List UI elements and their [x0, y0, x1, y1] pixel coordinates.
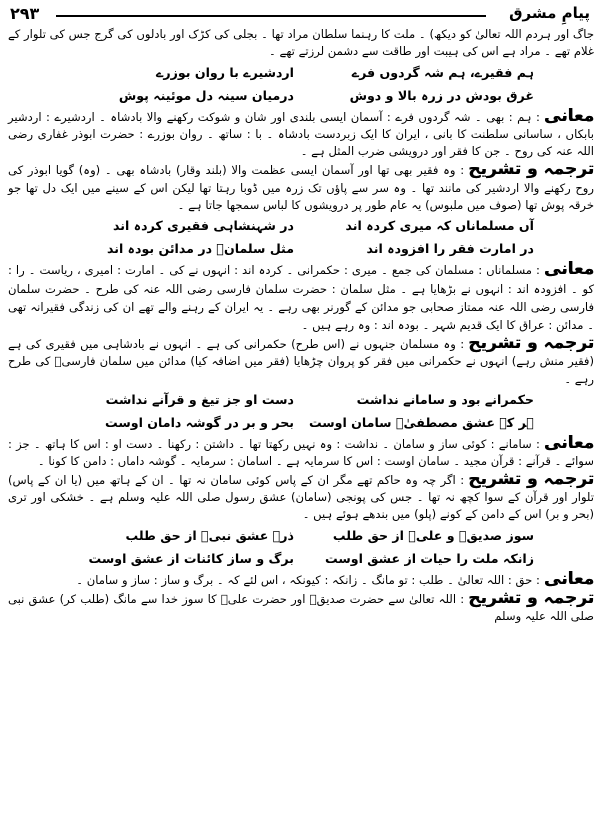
page-number: ۲۹۳	[10, 4, 40, 23]
tarjuma-text: : اگر چہ وہ حاکم تھے مگر ان کے پاس کوئی سامان نہ تھا ۔ ان کے ہاتھ میں (یا ان کے پاس) تلوار اور قرآن کے سوا کچھ نہ تھا ۔ جس کی پونجی (سامان) عشق رسول صلی اللہ علیہ وسلم ہے ۔ خشکی اور تری (بحر و بر) اس کے دامن کے کونے (پلو) میں بندھے ہوئے ہیں ۔	[8, 472, 594, 522]
verse-line	[8, 215, 594, 238]
tarjuma-paragraph	[8, 161, 594, 214]
maani-heading: معانی	[543, 259, 594, 280]
tarjuma-text: : وہ فقیر بھی تھا اور آسمان ایسی عظمت والا (بلند وقار) بادشاہ بھی ۔ (وہ) گویا ابوذر کی روح رکھنے والا اردشیر کی مانند تھا ۔ وہ سر سے پاؤں تک زرہ میں ڈوبا رہتا تھا لیکن اس کے سینے میں ایک دل تھا جو خرقہ پوش تھا (صوف میں ملبوس) یہ عام طور پر درویشوں کا لباس سمجھا جاتا ہے ۔	[8, 163, 594, 213]
header-rule	[56, 15, 486, 17]
maani-text: : ہم : بھی ۔ شہ گردوں فرے : آسمان ایسی بلندی اور شان و شوکت رکھنے والا بادشاہ ۔ اردشیرے : اردشیر بابکاں ، ساسانی سلطنت کا بانی ، ایران کا ایک زبردست بادشاہ ۔ با : ساتھ ۔ روان بوزرے : حضرت ابوذر غفاری رضی اللہ عنہ کی روح ۔ جن کا فقر اور درویشی ضرب المثل ہے ۔	[8, 109, 594, 159]
maani-text: : سامانے : کوئی ساز و سامان ۔ نداشت : وہ نہیں رکھتا تھا ۔ داشتن : رکھنا ۔ دست او : اس کا ہاتھ ۔ جز : سوائے ۔ قرآنے : قرآن مجید ۔ سامان اوست : اس کا سرمایہ ہے ۔ اسامان : سرمایہ ۔ گوشہ داماں : دامن کا کونا ۔	[8, 437, 594, 468]
verse-line	[8, 548, 594, 571]
maani-heading: معانی	[543, 568, 594, 589]
tarjuma-heading: ترجمہ و تشریح	[468, 159, 594, 180]
maani-paragraph	[8, 568, 594, 589]
verse-line	[8, 238, 594, 261]
verse-hemistich: ہر کہ عشق مصطفیٰؐ سامان اوست	[308, 415, 534, 431]
page-header	[8, 4, 594, 26]
tarjuma-paragraph	[8, 587, 594, 626]
verse-hemistich: اردشیرے با روان بوزرے	[155, 64, 294, 80]
tarjuma-heading: ترجمہ و تشریح	[468, 587, 594, 608]
verse-line	[8, 85, 594, 108]
tarjuma-paragraph	[8, 468, 594, 524]
verse-line	[8, 389, 594, 412]
verse-hemistich: ہم فقیرے، ہم شہ گردوں فرے	[351, 64, 534, 80]
verse-hemistich: ذرہ عشق نبیؐ از حق طلب	[125, 527, 294, 543]
tarjuma-heading: ترجمہ و تشریح	[468, 468, 594, 489]
verse-hemistich: حکمرانے بود و سامانے نداشت	[356, 392, 534, 408]
verse-line	[8, 412, 594, 435]
verse-hemistich: دست او جز تیغ و قرآنے نداشت	[105, 392, 294, 408]
tarjuma-paragraph	[8, 335, 594, 388]
verse-hemistich: مثل سلمانؓ در مدائن بودہ اند	[106, 241, 294, 257]
intro-paragraph: جاگ اور ہردم اللہ تعالیٰ کو دیکھ) ۔ ملت کا رہنما سلطان مراد تھا ۔ بجلی کی کڑک اور بادلوں کی گرج جس کی تلوار کے غلام تھے ۔ مراد ہے اس کی ہیبت اور طاقت سے دشمن لرزتے تھے ۔	[8, 27, 594, 59]
maani-text: : حق : اللہ تعالیٰ ۔ طلب : تو مانگ ۔ زانکہ : کیونکہ ، اس لئے کہ ۔ برگ و ساز : ساز و سامان ۔	[76, 572, 540, 587]
page-content	[8, 26, 594, 625]
maani-paragraph	[8, 435, 594, 470]
verse-hemistich: درمیان سینہ دل موئینہ پوش	[118, 87, 294, 103]
verse-hemistich: در امارت فقر را افزودہ اند	[366, 241, 534, 257]
maani-paragraph	[8, 261, 594, 334]
verse-hemistich: زانکہ ملت را حیات از عشق اوست	[325, 550, 534, 566]
verse-hemistich: در شہنشاہی فقیری کردہ اند	[113, 218, 294, 234]
maani-paragraph	[8, 105, 594, 161]
tarjuma-text: : وہ مسلمان جنہوں نے (اس طرح) حکمرانی کی ہے ۔ انہوں نے بادشاہی میں فقیری کی ہے (فقیر منش رہے) انہوں نے حکمرانی میں فقر کو پروان چڑھایا (فقر میں اضافہ کیا) مدائن میں سلمان فارسیؓ کی طرح رہے ۔	[8, 337, 594, 386]
maani-heading: معانی	[543, 105, 594, 126]
verse-hemistich: غرق بودش در زرہ بالا و دوش	[349, 87, 534, 103]
book-title: پیامِ مشرق	[509, 4, 590, 22]
verse-line	[8, 62, 594, 85]
maani-heading: معانی	[543, 433, 594, 454]
verse-hemistich: برگ و ساز کائنات از عشق اوست	[88, 550, 294, 566]
verse-hemistich: آں مسلماناں کہ میری کردہ اند	[345, 218, 534, 234]
tarjuma-text: : اللہ تعالیٰ سے حضرت صدیقؓ اور حضرت علیؓ کا سوز خدا سے مانگ (طلب کر) عشق نبی صلی اللہ علیہ وسلم	[8, 591, 594, 624]
maani-text: : مسلماناں : مسلمان کی جمع ۔ میری : حکمرانی ۔ کردہ اند : انہوں نے کی ۔ امارت : امیری ، ریاست ۔ را : کو ۔ افزودہ اند : انہوں نے بڑھایا ہے ۔ مثل سلمان : حضرت سلمان فارسی رضی اللہ عنہ کی طرح ۔ حضرت سلمان فارسی رضی اللہ عنہ ممتاز صحابی جو مدائن کے گورنر بھی رہے ۔ یہ ایران کے رہنے والے تھے ان کی زندگی فقیرانہ تھی ۔ مدائن : عراق کا ایک قدیم شہر ۔ بودہ اند : وہ رہے ہیں ۔	[8, 263, 594, 332]
verse-hemistich: بحر و بر در گوشہ دامان اوست	[105, 415, 294, 431]
tarjuma-heading: ترجمہ و تشریح	[468, 333, 594, 354]
verse-hemistich: سوز صدیقؓ و علیؓ از حق طلب	[332, 527, 534, 543]
verse-line	[8, 525, 594, 548]
